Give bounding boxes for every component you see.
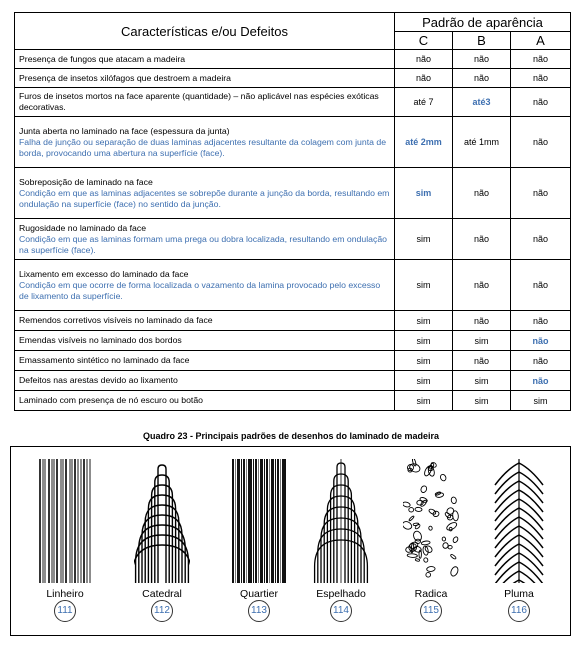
value-cell-b: não xyxy=(453,219,511,260)
value-cell-a: não xyxy=(511,311,571,331)
row-title: Presença de fungos que atacam a madeira xyxy=(19,53,186,64)
appearance-standards-table xyxy=(14,12,571,411)
row-description xyxy=(15,50,395,69)
row-definition: Falha de junção ou separação de duas laminas adjacentes resultante da colagem com junta de borda, provocando uma abertura na superfície (face). xyxy=(19,136,387,158)
table-row xyxy=(15,219,571,260)
value-cell-a: não xyxy=(511,50,571,69)
value-cell-a: não xyxy=(511,219,571,260)
row-title: Defeitos nas arestas devido ao lixamento xyxy=(19,375,178,385)
value-cell-c: sim xyxy=(395,391,453,411)
pattern-number-115: 115 xyxy=(420,600,442,622)
pattern-number-113: 113 xyxy=(248,600,270,622)
table-row xyxy=(15,351,571,371)
value-cell-b: não xyxy=(453,260,511,311)
pattern-label-quartier: Quartier xyxy=(240,588,278,600)
row-title: Junta aberta no laminado na face (espessura da junta) xyxy=(19,125,230,136)
burl-pattern-icon xyxy=(403,459,459,583)
row-definition: Condição em que as laminas formam uma prega ou dobra localizada, resultando em ondulação na superfície (face). xyxy=(19,233,387,255)
row-title: Furos de insetos mortos na face aparente (quantidade) – não aplicável nas espécies exóticas decorativas. xyxy=(19,91,379,112)
value-cell-c: até 2mm xyxy=(395,117,453,168)
value-cell-b: sim xyxy=(453,391,511,411)
row-title: Presença de insetos xilófagos que destroem a madeira xyxy=(19,72,231,83)
value-cell-c: sim xyxy=(395,168,453,219)
row-description xyxy=(15,117,395,168)
value-cell-c: não xyxy=(395,69,453,88)
table-row xyxy=(15,391,571,411)
row-title: Laminado com presença de nó escuro ou botão xyxy=(19,395,204,405)
row-description xyxy=(15,168,395,219)
value-cell-c: sim xyxy=(395,351,453,371)
value-cell-a: não xyxy=(511,260,571,311)
value-cell-c: sim xyxy=(395,371,453,391)
row-definition: Condição em que as laminas adjacentes se sobrepõe durante a junção da borda, resultando em ondulação na superfície (face) no sentido da junção. xyxy=(19,187,390,209)
row-title: Lixamento em excesso do laminado da face xyxy=(19,268,189,279)
value-cell-a: não xyxy=(511,351,571,371)
row-description xyxy=(15,219,395,260)
table-row xyxy=(15,311,571,331)
value-cell-c: sim xyxy=(395,311,453,331)
value-cell-a: não xyxy=(511,371,571,391)
value-cell-a: não xyxy=(511,117,571,168)
value-cell-b: sim xyxy=(453,371,511,391)
pattern-number-111: 111 xyxy=(54,600,76,622)
value-cell-b: não xyxy=(453,351,511,371)
value-cell-b: não xyxy=(453,168,511,219)
straight-grain-pattern-icon xyxy=(37,459,93,583)
row-description xyxy=(15,69,395,88)
value-cell-a: não xyxy=(511,88,571,117)
header-appearance-standard: Padrão de aparência xyxy=(395,13,571,32)
header-characteristics: Características e/ou Defeitos xyxy=(15,13,395,50)
quarter-cut-pattern-icon xyxy=(231,459,287,583)
table-row xyxy=(15,69,571,88)
value-cell-a: sim xyxy=(511,391,571,411)
row-description xyxy=(15,88,395,117)
table-row xyxy=(15,371,571,391)
row-definition: Condição em que ocorre de forma localizada o vazamento da lamina provocado pelo excesso de lixamento da superfície. xyxy=(19,279,381,301)
mirrored-grain-pattern-icon xyxy=(313,459,369,583)
row-description xyxy=(15,351,395,371)
figure-caption: Quadro 23 - Principais padrões de desenhos do laminado de madeira xyxy=(142,431,440,441)
value-cell-c: sim xyxy=(395,219,453,260)
column-header-a: A xyxy=(511,32,571,50)
value-cell-c: sim xyxy=(395,260,453,311)
value-cell-b: até 1mm xyxy=(453,117,511,168)
value-cell-b: não xyxy=(453,311,511,331)
feather-crotch-pattern-icon xyxy=(491,459,547,583)
pattern-label-catedral: Catedral xyxy=(142,588,182,600)
value-cell-b: não xyxy=(453,50,511,69)
column-header-c: C xyxy=(395,32,453,50)
value-cell-b: sim xyxy=(453,331,511,351)
value-cell-a: não xyxy=(511,168,571,219)
cathedral-grain-pattern-icon xyxy=(134,459,190,583)
value-cell-a: não xyxy=(511,331,571,351)
table-row xyxy=(15,331,571,351)
pattern-label-radica: Radica xyxy=(414,588,448,600)
table-row xyxy=(15,117,571,168)
pattern-label-pluma: Pluma xyxy=(504,588,534,600)
veneer-patterns-panel xyxy=(10,446,571,636)
row-title: Emendas visíveis no laminado dos bordos xyxy=(19,335,182,345)
pattern-number-116: 116 xyxy=(508,600,530,622)
column-header-b: B xyxy=(453,32,511,50)
value-cell-b: até3 xyxy=(453,88,511,117)
pattern-label-espelhado: Espelhado xyxy=(316,588,366,600)
row-title: Rugosidade no laminado da face xyxy=(19,222,147,233)
row-description xyxy=(15,391,395,411)
row-description xyxy=(15,311,395,331)
table-row xyxy=(15,88,571,117)
row-title: Sobreposição de laminado na face xyxy=(19,176,153,187)
value-cell-a: não xyxy=(511,69,571,88)
value-cell-b: não xyxy=(453,69,511,88)
pattern-label-linheiro: Linheiro xyxy=(46,588,84,600)
pattern-number-114: 114 xyxy=(330,600,352,622)
row-description xyxy=(15,331,395,351)
table-row xyxy=(15,260,571,311)
row-description xyxy=(15,260,395,311)
value-cell-c: sim xyxy=(395,331,453,351)
row-title: Emassamento sintético no laminado da face xyxy=(19,355,190,365)
table-row xyxy=(15,50,571,69)
value-cell-c: até 7 xyxy=(395,88,453,117)
table-row xyxy=(15,168,571,219)
row-description xyxy=(15,371,395,391)
row-title: Remendos corretivos visíveis no laminado da face xyxy=(19,315,213,325)
value-cell-c: não xyxy=(395,50,453,69)
pattern-number-112: 112 xyxy=(151,600,173,622)
